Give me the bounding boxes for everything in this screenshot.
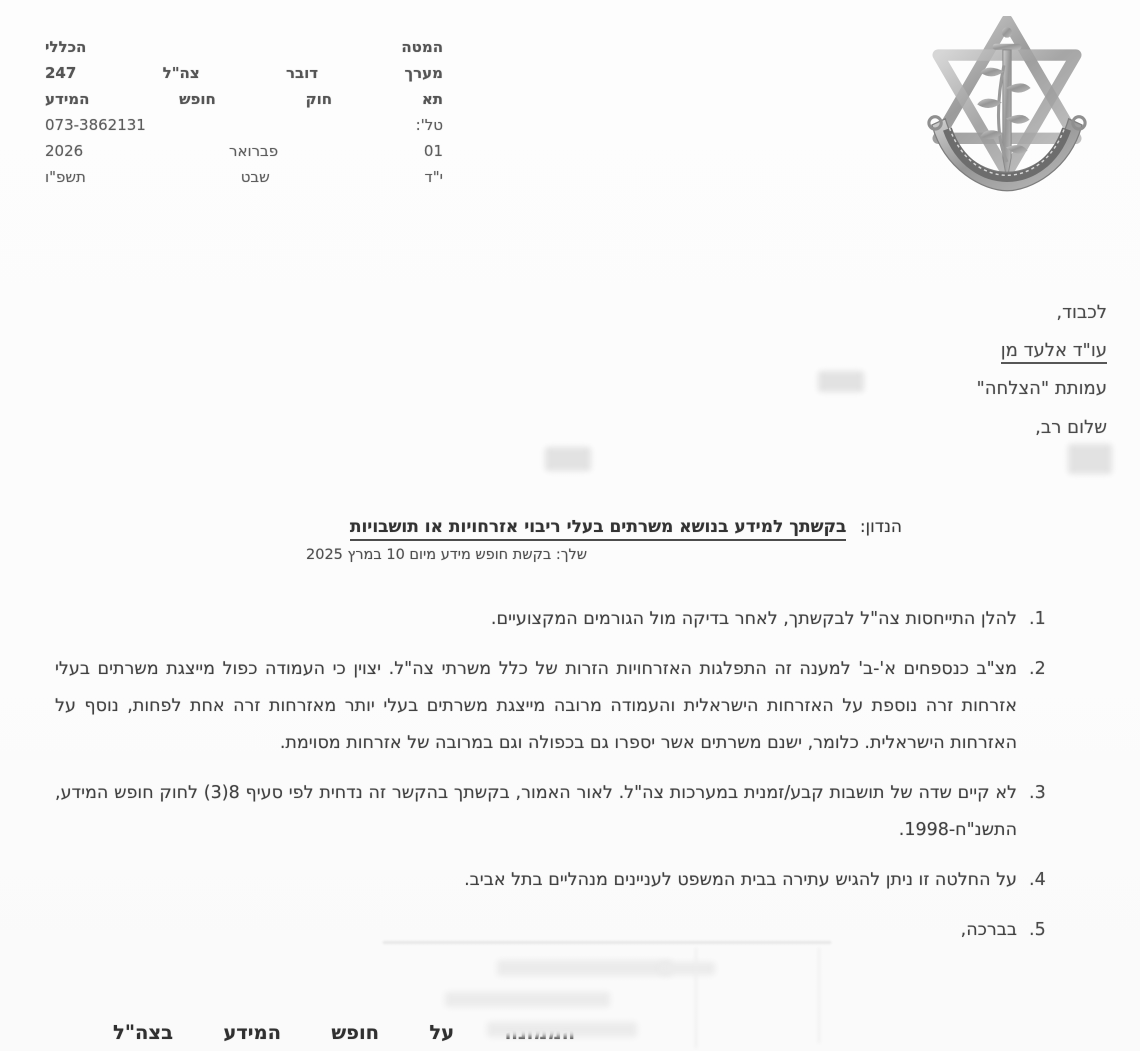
subject-title: בקשתך למידע בנושא משרתים בעלי ריבוי אזרחויות או תושבויות bbox=[350, 517, 847, 541]
scan-bleed-row bbox=[487, 1022, 637, 1037]
letterhead-line bbox=[45, 38, 443, 64]
date-word: י"ד bbox=[424, 168, 443, 186]
letterhead-word: דובר bbox=[285, 64, 319, 82]
scan-smudge bbox=[545, 447, 591, 471]
phone-number: 073-3862131 bbox=[45, 116, 146, 134]
subject-reference: שלך: בקשת חופש מידע מיום 10 במרץ 2025 bbox=[306, 547, 588, 563]
scan-bleed-line bbox=[383, 941, 831, 944]
letterhead-date-line bbox=[45, 142, 443, 168]
scan-smudge bbox=[1068, 444, 1112, 474]
recipient-salutation: לכבוד, bbox=[1056, 302, 1107, 323]
paragraph-1 bbox=[55, 601, 1059, 638]
idf-emblem-logo bbox=[923, 16, 1091, 201]
letterhead-word: חוק bbox=[305, 90, 333, 108]
paragraph-number: 5. bbox=[1029, 920, 1046, 940]
letterhead-phone-line bbox=[45, 116, 443, 142]
subject-block bbox=[196, 514, 902, 563]
scan-bleed-line bbox=[818, 948, 820, 1043]
date-word: 2026 bbox=[45, 142, 84, 160]
phone-label: טל': bbox=[415, 116, 443, 134]
letterhead-word: תא bbox=[421, 90, 443, 108]
recipient-block bbox=[976, 294, 1107, 447]
letterhead-line bbox=[45, 64, 443, 90]
letterhead-word: חופש bbox=[179, 90, 216, 108]
signature-word: המידע bbox=[223, 1021, 282, 1044]
scan-bleed-line bbox=[695, 948, 697, 1048]
letterhead-line bbox=[45, 90, 443, 116]
letterhead-hebrew-date-line bbox=[45, 168, 443, 194]
paragraph-text: להלן התייחסות צה"ל לבקשתך, לאחר בדיקה מול הגורמים המקצועיים. bbox=[490, 609, 1017, 629]
paragraph-3 bbox=[55, 775, 1059, 849]
subject-label: הנדון: bbox=[859, 517, 902, 537]
date-word: 01 bbox=[423, 142, 443, 160]
paragraph-text: מצ"ב כנספחים א'-ב' למענה זה התפלגות האזרחויות הזרות של כלל משרתי צה"ל. יצוין כי העמודה כפול מייצגת משרתים בעלי אזרחות זרה נוספת על האזרחות הישראלית והעמודה מרובה מייצגת משרתים בעלי יותר מאזרחות זרה אחת לפחות, נוסף על האזרחות הישראלית. כלומר, ישנם משרתים אשר יספרו גם בכפולה וגם במרובה של אזרחות מסוימת. bbox=[55, 659, 1017, 753]
paragraph-2 bbox=[55, 651, 1059, 762]
letter-body bbox=[55, 601, 1059, 962]
letterhead-word: 247 bbox=[45, 64, 77, 82]
scan-bleed-row bbox=[445, 992, 610, 1007]
letterhead-word: מערך bbox=[404, 64, 443, 82]
paragraph-text: לא קיים שדה של תושבות קבע/זמנית במערכות צה"ל. לאור האמור, בקשתך בהקשר זה נדחית לפי סעיף 8(3) לחוק חופש המידע, התשנ"ח-1998. bbox=[55, 783, 1017, 840]
letterhead-word: צה"ל bbox=[162, 64, 200, 82]
greeting: שלום רב, bbox=[1035, 417, 1107, 438]
paragraph-number: 4. bbox=[1029, 870, 1046, 890]
signature-word: חופש bbox=[331, 1021, 380, 1044]
scan-bleed-row bbox=[497, 960, 672, 976]
paragraph-text: על החלטה זו ניתן להגיש עתירה בבית המשפט לעניינים מנהליים בתל אביב. bbox=[464, 870, 1017, 890]
paragraph-number: 2. bbox=[1029, 659, 1046, 679]
date-word: שבט bbox=[240, 168, 270, 186]
recipient-organization: עמותת "הצלחה" bbox=[976, 378, 1107, 399]
paragraph-number: 3. bbox=[1029, 783, 1046, 803]
paragraph-text: בברכה, bbox=[960, 920, 1017, 940]
date-word: תשפ"ו bbox=[45, 168, 86, 186]
scan-smudge bbox=[818, 371, 864, 392]
letterhead-word: המידע bbox=[45, 90, 90, 108]
signature-word: בצה"ל bbox=[113, 1021, 173, 1044]
letterhead-word: הכללי bbox=[45, 38, 87, 56]
paragraph-4 bbox=[55, 862, 1059, 899]
letterhead-word: המטה bbox=[401, 38, 443, 56]
signature-word: על bbox=[429, 1021, 455, 1044]
recipient-name: עו"ד אלעד מן bbox=[1001, 340, 1107, 364]
paragraph-number: 1. bbox=[1029, 609, 1046, 629]
scan-bleed-row bbox=[660, 962, 715, 975]
idf-insignia-icon bbox=[923, 16, 1091, 201]
date-word: פברואר bbox=[229, 142, 279, 160]
letterhead bbox=[45, 38, 443, 194]
